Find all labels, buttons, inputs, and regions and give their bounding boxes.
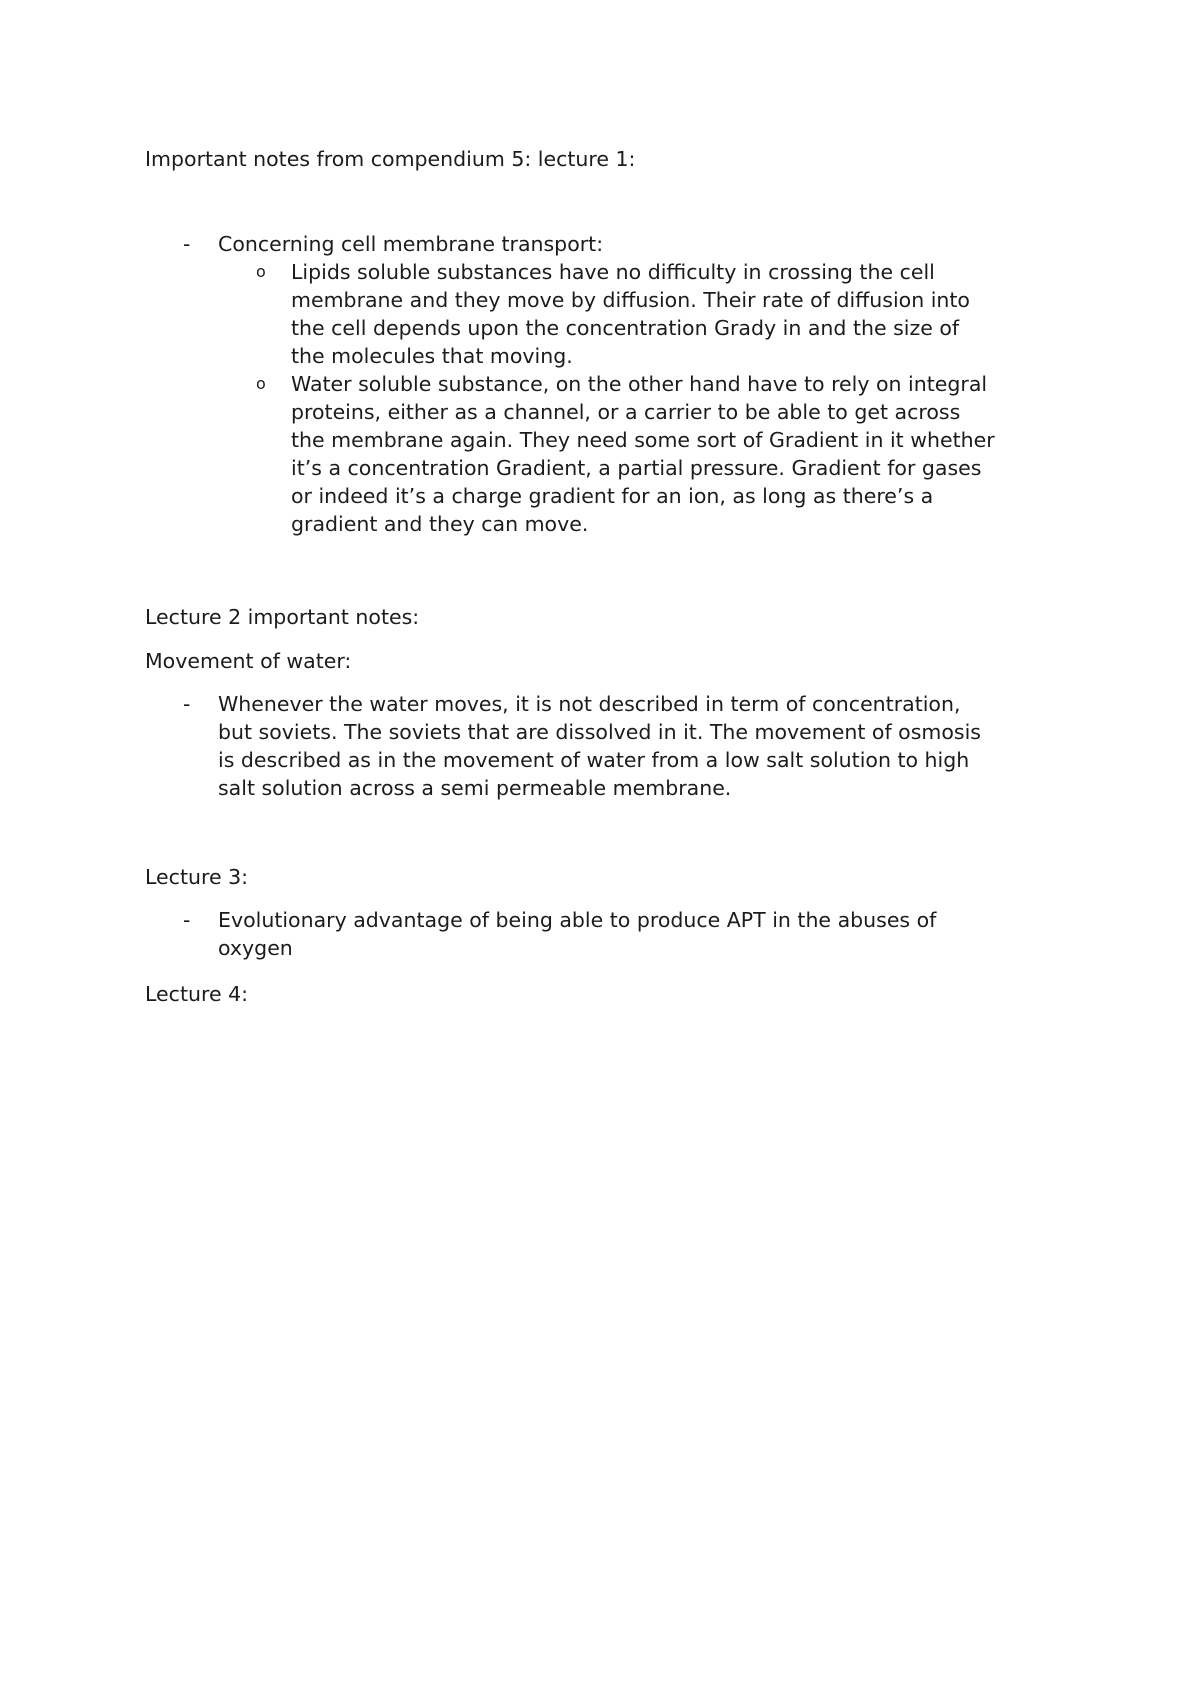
dash-bullet: - <box>183 908 191 932</box>
text-line: oxygen <box>218 936 293 960</box>
circle-bullet: o <box>256 374 266 393</box>
text-line: the membrane again. They need some sort of Gradient in it whether <box>291 428 995 452</box>
heading-lecture-4: Lecture 4: <box>145 982 249 1006</box>
text-line: gradient and they can move. <box>291 512 589 536</box>
subheading-movement-of-water: Movement of water: <box>145 649 352 673</box>
list-item-text <box>218 690 1068 802</box>
dash-bullet: - <box>183 692 191 716</box>
text-line: or indeed it’s a charge gradient for an ion, as long as there’s a <box>291 484 934 508</box>
text-line: Water soluble substance, on the other hand have to rely on integral <box>291 372 988 396</box>
heading-lecture-3: Lecture 3: <box>145 865 249 889</box>
circle-bullet: o <box>256 262 266 281</box>
sub-list-item-text <box>291 258 1071 370</box>
text-line: membrane and they move by diffusion. Their rate of diffusion into <box>291 288 970 312</box>
text-line: Whenever the water moves, it is not described in term of concentration, <box>218 692 961 716</box>
text-line: the cell depends upon the concentration Grady in and the size of <box>291 316 960 340</box>
text-line: the molecules that moving. <box>291 344 573 368</box>
sub-list-item-text <box>291 370 1071 538</box>
text-line: it’s a concentration Gradient, a partial pressure. Gradient for gases <box>291 456 982 480</box>
text-line: proteins, either as a channel, or a carrier to be able to get across <box>291 400 961 424</box>
heading-lecture-2: Lecture 2 important notes: <box>145 605 420 629</box>
list-item-text <box>218 906 1068 962</box>
text-line: salt solution across a semi permeable membrane. <box>218 776 732 800</box>
text-line: Lipids soluble substances have no difficulty in crossing the cell <box>291 260 935 284</box>
text-line: but soviets. The soviets that are dissolved in it. The movement of osmosis <box>218 720 981 744</box>
heading-lecture-1: Important notes from compendium 5: lecture 1: <box>145 147 636 171</box>
text-line: Evolutionary advantage of being able to produce APT in the abuses of <box>218 908 937 932</box>
list-item-text: Concerning cell membrane transport: <box>218 232 604 256</box>
text-line: is described as in the movement of water from a low salt solution to high <box>218 748 970 772</box>
dash-bullet: - <box>183 232 191 256</box>
